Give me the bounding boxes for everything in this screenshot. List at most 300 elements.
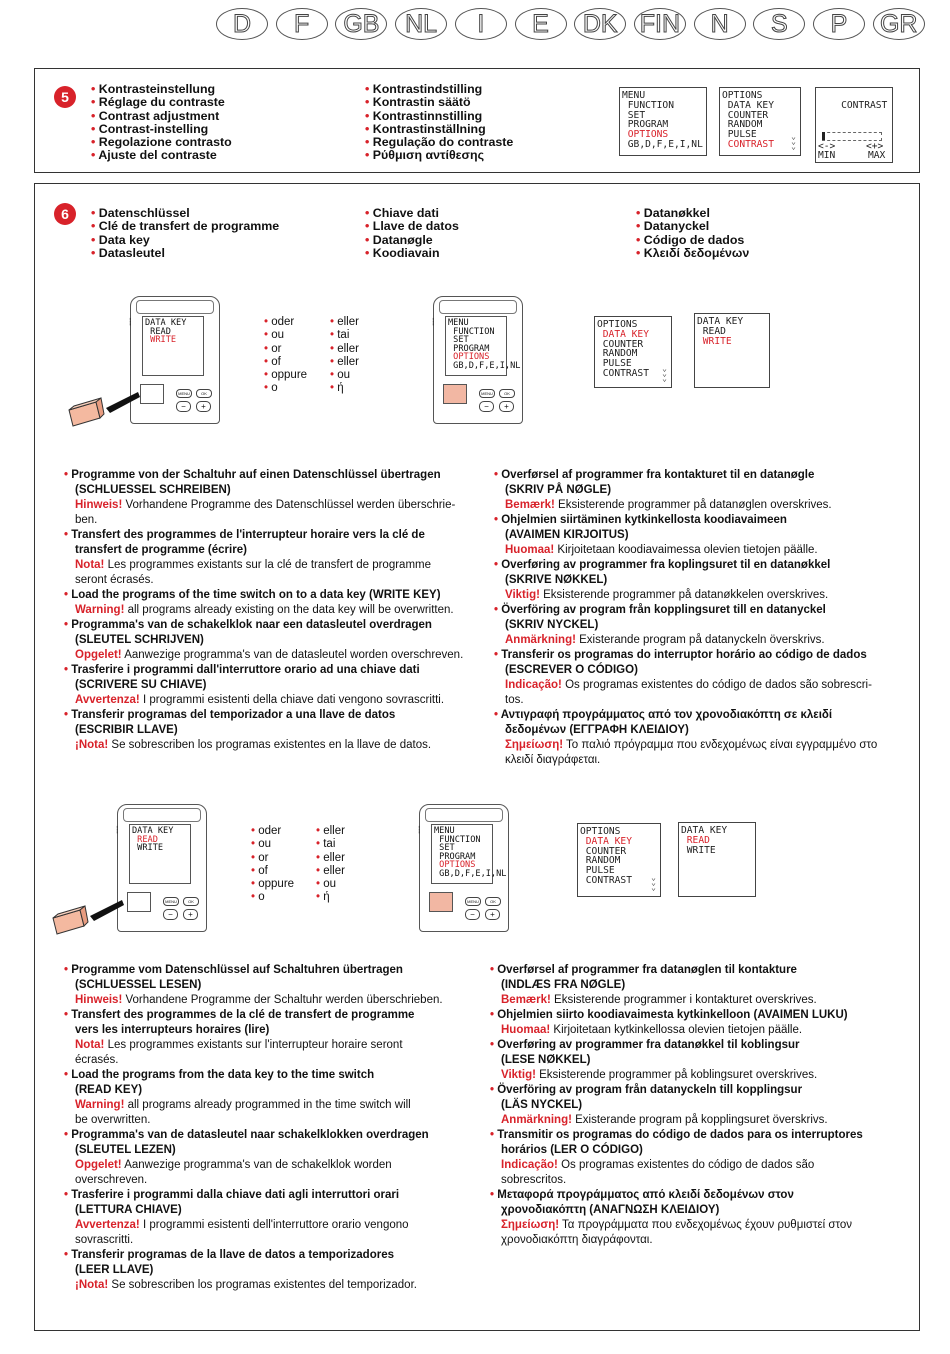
contrast-max: MAX xyxy=(868,150,886,161)
warning-text: Eksisterende programmer på datanøkkelen overskrives. xyxy=(539,589,829,601)
list-item: • Chiave dati xyxy=(365,207,459,220)
screen-line: OPTIONS xyxy=(597,319,638,330)
instruction-heading: • Programme vom Datenschlüssel auf Schaltuhren übertragen xyxy=(64,963,490,978)
screen-line: READ xyxy=(702,325,726,337)
instruction-note xyxy=(490,1113,918,1128)
ok-button[interactable]: OK xyxy=(485,897,501,906)
list-item: • Κλειδί δεδομένων xyxy=(636,247,749,260)
list-item: • Kontrastindstilling xyxy=(365,83,513,96)
screen-line: CONTRAST xyxy=(727,138,774,150)
instruction-note xyxy=(64,1278,490,1293)
language-fin[interactable]: FIN xyxy=(634,8,686,40)
instruction-note xyxy=(64,648,494,663)
warning-text: Kirjoitetaan kytkinkellossa olevien tietojen päälle. xyxy=(550,1024,803,1036)
list-item: • Contrast-instelling xyxy=(91,123,232,136)
warning-text: Les programmes existants sur la clé de transfert de programme xyxy=(104,559,432,571)
warning-text: Aanwezige programma's van de schakelklok worden xyxy=(121,1159,392,1171)
instruction-note-cont: ben. xyxy=(75,514,98,526)
instruction-heading-cont: (SCHLUESSEL SCHREIBEN) xyxy=(75,484,231,496)
warning-label: Avvertenza! xyxy=(75,694,140,706)
scroll-arrows-icon: ⌄ ⌄ ⌄ xyxy=(791,132,796,151)
instruction-heading: • Programma's van de datasleutel naar schakelklokken overdragen xyxy=(64,1128,490,1143)
instruction-note xyxy=(64,1098,490,1113)
warning-label: Σημείωση! xyxy=(505,739,564,751)
list-item: • Datanøkkel xyxy=(636,207,749,220)
list-item: • Kontrastin säätö xyxy=(365,96,513,109)
or-item: • or xyxy=(264,343,307,356)
display-line: PROGRAM xyxy=(453,343,490,354)
warning-text: Kirjoitetaan koodiavaimessa olevien tietojen päälle. xyxy=(554,544,818,556)
step-number: 6 xyxy=(54,203,76,225)
display-line: MENU xyxy=(448,318,469,328)
instruction-heading: • Transfert des programmes de la clé de transfert de programme xyxy=(64,1008,490,1023)
warning-text: Vorhandene Programme des Datenschlüssel werden überschrie- xyxy=(122,499,456,511)
warning-text: Eksisterende programmer på datanøglen overskrives. xyxy=(554,499,832,511)
instruction-heading-cont: horários (LER O CÓDIGO) xyxy=(501,1144,643,1156)
instruction-heading: • Overførsel af programmer fra datanøglen til kontakture xyxy=(490,963,918,978)
or-item: • tai xyxy=(316,838,345,851)
or-item: • of xyxy=(264,356,307,369)
screen-options-read xyxy=(577,823,661,897)
instruction-heading: • Overføring av programmer fra koplingsuret til en datanøkkel xyxy=(494,558,918,573)
instruction-note xyxy=(64,1158,490,1173)
menu-button[interactable]: MENU xyxy=(465,897,481,906)
screen-line: GB,D,F,E,I,NL xyxy=(627,138,703,150)
display-line: WRITE xyxy=(137,843,164,853)
screen-datakey-write xyxy=(694,313,770,388)
or-item: • o xyxy=(264,382,307,395)
or-item: • eller xyxy=(316,825,345,838)
instruction-heading: • Μεταφορά προγράμματος από κλειδί δεδομένων στον xyxy=(490,1188,918,1203)
instruction-heading-cont: (SKRIV PÅ NØGLE) xyxy=(505,484,612,496)
read-instructions-right xyxy=(490,963,918,1248)
timeswitch-device-menu-write xyxy=(433,296,523,424)
screen-line: WRITE xyxy=(686,844,716,856)
screen-line: OPTIONS xyxy=(627,129,669,141)
language-gb[interactable]: GB xyxy=(335,8,387,40)
language-gr[interactable]: GR xyxy=(873,8,925,40)
instruction-heading-cont: transfert de programme (écrire) xyxy=(75,544,247,556)
language-e[interactable]: E xyxy=(515,8,567,40)
screen-line: COUNTER xyxy=(602,338,644,350)
instruction-note xyxy=(64,558,494,573)
warning-label: ¡Nota! xyxy=(75,739,109,751)
device-top-cover xyxy=(425,808,503,822)
instruction-heading: • Overførsel af programmer fra kontakturet til en datanøgle xyxy=(494,468,918,483)
warning-text: all programs already programmed in the time switch will xyxy=(124,1099,411,1111)
screen-line: WRITE xyxy=(702,335,732,347)
contrast-max-sign: <+> xyxy=(866,141,884,152)
warning-label: Anmärkning! xyxy=(505,634,576,646)
list-item: • Réglage du contraste xyxy=(91,96,232,109)
menu-button[interactable]: MENU xyxy=(176,389,192,398)
instruction-note xyxy=(64,1218,490,1233)
instruction-heading: • Ohjelmien siirto koodiavaimesta kytkinkelloon (AVAIMEN LUKU) xyxy=(490,1008,918,1023)
instruction-heading: • Transmitir os programas do código de dados para os interruptores xyxy=(490,1128,918,1143)
instruction-heading: • Load the programs from the data key to the time switch xyxy=(64,1068,490,1083)
key-slot xyxy=(127,892,151,912)
warning-label: Nota! xyxy=(75,559,105,571)
display-line: SET xyxy=(439,843,455,853)
device-top-cover xyxy=(136,300,214,314)
instruction-heading-cont: (SCRIVERE SU CHIAVE) xyxy=(75,679,207,691)
or-item: • ou xyxy=(264,329,307,342)
contrast-titles-col2 xyxy=(365,83,513,163)
instruction-note-cont: χρονοδιακόπτη διαγράφονται. xyxy=(501,1234,653,1246)
data-key-icon xyxy=(50,896,126,953)
warning-label: Warning! xyxy=(75,604,125,616)
device-display xyxy=(445,316,521,376)
or-item: • ou xyxy=(330,369,359,382)
instruction-note xyxy=(490,993,918,1008)
plus-button[interactable]: + xyxy=(485,909,500,920)
display-line: FUNCTION xyxy=(453,326,495,337)
section-contrast xyxy=(34,68,920,173)
list-item: • Clé de transfert de programme xyxy=(91,220,279,233)
screen-line: OPTIONS xyxy=(722,90,763,101)
warning-label: Warning! xyxy=(75,1099,125,1111)
timeswitch-device-read xyxy=(117,804,207,932)
screen-line: READ xyxy=(686,834,710,846)
contrast-titles-col1 xyxy=(91,83,232,163)
display-line: DATA KEY xyxy=(132,826,174,836)
instruction-note xyxy=(64,993,490,1008)
warning-text: Το παλιό πρόγραμμα που ενδεχομένως είναι εγγραμμένο στο xyxy=(563,739,878,751)
language-nl[interactable]: NL xyxy=(395,8,447,40)
instruction-note xyxy=(494,678,918,693)
datakey-titles-col3 xyxy=(636,207,749,260)
display-line: DATA KEY xyxy=(145,318,187,328)
screen-line: SET xyxy=(627,109,646,121)
list-item: • Código de dados xyxy=(636,234,749,247)
warning-text: Existerande program på kopplingsuret överskrivs. xyxy=(571,1114,828,1126)
display-line: FUNCTION xyxy=(439,834,481,845)
screen-line: RANDOM xyxy=(585,855,621,867)
device-side-marker: ┆ xyxy=(128,319,133,326)
instruction-note xyxy=(490,1158,918,1173)
display-line: SET xyxy=(453,335,469,345)
device-display xyxy=(142,316,204,376)
warning-text: Vorhandene Programme der Schaltuhr werden überschrieben. xyxy=(122,994,443,1006)
display-line: PROGRAM xyxy=(439,851,476,862)
instruction-note xyxy=(494,588,918,603)
or-list-b-write xyxy=(330,316,359,396)
instruction-heading: • Transferir programas de la llave de datos a temporizadores xyxy=(64,1248,490,1263)
instruction-note xyxy=(490,1023,918,1038)
warning-text: Existerande program på datanyckeln överskrivs. xyxy=(575,634,825,646)
warning-text: Τα προγράμματα που ενδεχομένως έχουν ρυθμιστεί στον xyxy=(559,1219,853,1231)
list-item: • Ajuste del contraste xyxy=(91,149,232,162)
contrast-title: CONTRAST xyxy=(841,99,888,111)
instruction-note xyxy=(64,1038,490,1053)
plus-button[interactable]: + xyxy=(196,401,211,412)
warning-label: Hinweis! xyxy=(75,994,123,1006)
display-line: GB,D,F,E,I,NL xyxy=(453,360,521,371)
instruction-note xyxy=(64,498,494,513)
plus-button[interactable]: + xyxy=(183,909,198,920)
instruction-heading-cont: (SKRIVE NØKKEL) xyxy=(505,574,608,586)
screen-line: DATA KEY xyxy=(697,316,744,327)
screen-line: CONTRAST xyxy=(585,874,632,886)
minus-button[interactable]: − xyxy=(163,909,178,920)
warning-label: ¡Nota! xyxy=(75,1279,109,1291)
warning-text: Aanwezige programma's van de datasleutel worden overschreven. xyxy=(121,649,464,661)
or-item: • eller xyxy=(330,356,359,369)
device-side-marker: ┆ xyxy=(431,319,436,326)
minus-button[interactable]: − xyxy=(176,401,191,412)
instruction-heading: • Transferir programas del temporizador a una llave de datos xyxy=(64,708,494,723)
scroll-arrows-icon: ⌄ ⌄ ⌄ xyxy=(662,364,667,383)
display-line: READ xyxy=(137,834,158,845)
language-n[interactable]: N xyxy=(694,8,746,40)
instruction-note xyxy=(490,1068,918,1083)
ok-button[interactable]: OK xyxy=(499,389,515,398)
list-item: • Contrast adjustment xyxy=(91,110,232,123)
screen-line: DATA KEY xyxy=(681,825,728,836)
or-item: • eller xyxy=(330,343,359,356)
warning-label: Viktig! xyxy=(505,589,540,601)
warning-text: Os programas existentes do código de dados são xyxy=(557,1159,815,1171)
warning-label: Anmärkning! xyxy=(501,1114,572,1126)
or-item: • of xyxy=(251,865,294,878)
or-item: • oder xyxy=(251,825,294,838)
display-line: GB,D,F,E,I,NL xyxy=(439,868,507,879)
language-dk[interactable]: DK xyxy=(574,8,626,40)
instruction-heading-cont: (SCHLUESSEL LESEN) xyxy=(75,979,202,991)
display-line: READ xyxy=(150,326,171,337)
warning-label: Opgelet! xyxy=(75,1159,122,1171)
contrast-min: MIN xyxy=(818,150,836,161)
language-s[interactable]: S xyxy=(753,8,805,40)
warning-label: Huomaa! xyxy=(501,1024,551,1036)
write-instructions-right xyxy=(494,468,918,768)
language-d[interactable]: D xyxy=(216,8,268,40)
warning-label: Nota! xyxy=(75,1039,105,1051)
list-item: • Kontrastinställning xyxy=(365,123,513,136)
datakey-titles-col2 xyxy=(365,207,459,260)
or-item: • oppure xyxy=(251,878,294,891)
screen-line: DATA KEY xyxy=(602,328,649,340)
or-item: • eller xyxy=(316,865,345,878)
instruction-heading-cont: (AVAIMEN KIRJOITUS) xyxy=(505,529,629,541)
instruction-heading: • Transfert des programmes de l'interrupteur horaire vers la clé de xyxy=(64,528,494,543)
list-item: • Kontrasteinstellung xyxy=(91,83,232,96)
instruction-note-cont: κλειδί διαγράφεται. xyxy=(505,754,601,766)
screen-line: MENU xyxy=(622,90,646,101)
scroll-arrows-icon: ⌄ ⌄ ⌄ xyxy=(651,873,656,892)
list-item: • Datenschlüssel xyxy=(91,207,279,220)
screen-line: PULSE xyxy=(727,129,757,141)
or-item: • ή xyxy=(330,382,359,395)
minus-button[interactable]: − xyxy=(465,909,480,920)
instruction-heading-cont: (SLEUTEL SCHRIJVEN) xyxy=(75,634,204,646)
list-item: • Ρύθμιση αντίθεσης xyxy=(365,149,513,162)
screen-menu xyxy=(619,87,707,156)
instruction-note xyxy=(494,633,918,648)
instruction-heading-cont: vers les interrupteurs horaires (lire) xyxy=(75,1024,270,1036)
plus-button[interactable]: + xyxy=(499,401,514,412)
device-display xyxy=(129,824,191,884)
contrast-min-sign: <-> xyxy=(818,141,836,152)
screen-contrast xyxy=(815,87,893,163)
warning-text: I programmi esistenti dell'interruttore orario vengono xyxy=(139,1219,409,1231)
list-item: • Data key xyxy=(91,234,279,247)
data-key-icon xyxy=(66,388,142,445)
screen-line: DATA KEY xyxy=(585,835,632,847)
instruction-heading: • Överföring av program från datanyckeln till kopplingsur xyxy=(490,1083,918,1098)
device-top-cover xyxy=(123,808,201,822)
instruction-note xyxy=(64,693,494,708)
language-i[interactable]: I xyxy=(455,8,507,40)
instruction-heading: • Trasferire i programmi dall'interruttore orario ad una chiave dati xyxy=(64,663,494,678)
instruction-heading-cont: (LEER LLAVE) xyxy=(75,1264,154,1276)
instruction-heading: • Overføring av programmer fra datanøkkel til koblingsur xyxy=(490,1038,918,1053)
instruction-heading: • Trasferire i programmi dalla chiave dati agli interruttori orari xyxy=(64,1188,490,1203)
language-p[interactable]: P xyxy=(813,8,865,40)
instruction-note xyxy=(494,498,918,513)
list-item: • Datasleutel xyxy=(91,247,279,260)
or-item: • oder xyxy=(264,316,307,329)
instruction-heading-cont: (READ KEY) xyxy=(75,1084,143,1096)
device-display xyxy=(431,824,507,884)
or-item: • ou xyxy=(251,838,294,851)
or-item: • tai xyxy=(330,329,359,342)
instruction-note xyxy=(490,1218,918,1233)
instruction-heading-cont: (SLEUTEL LEZEN) xyxy=(75,1144,176,1156)
warning-text: Os programas existentes do código de dados são sobrescri- xyxy=(561,679,872,691)
warning-label: Bemærk! xyxy=(505,499,555,511)
screen-line: RANDOM xyxy=(727,119,763,131)
instruction-heading: • Αντιγραφή προγράμματος από τον χρονοδιακόπτη σε κλειδί xyxy=(494,708,918,723)
screen-line: PULSE xyxy=(585,865,615,877)
or-item: • ή xyxy=(316,891,345,904)
warning-text: Se sobrescriben los programas existentes del temporizador. xyxy=(108,1279,417,1291)
minus-button[interactable]: − xyxy=(479,401,494,412)
screen-line: COUNTER xyxy=(727,109,769,121)
list-item: • Kontrastinnstilling xyxy=(365,110,513,123)
timeswitch-device-write xyxy=(130,296,220,424)
menu-button[interactable]: MENU xyxy=(163,897,179,906)
instruction-heading: • Ohjelmien siirtäminen kytkinkellosta koodiavaimeen xyxy=(494,513,918,528)
instruction-heading: • Load the programs of the time switch on to a data key (WRITE KEY) xyxy=(64,588,494,603)
warning-text: Eksisterende programmer på koblingsuret overskrives. xyxy=(535,1069,818,1081)
warning-label: Viktig! xyxy=(501,1069,536,1081)
or-item: • eller xyxy=(316,852,345,865)
screen-line: FUNCTION xyxy=(627,99,674,111)
or-item: • ou xyxy=(316,878,345,891)
or-list-b-read xyxy=(316,825,345,905)
warning-text: I programmi esistenti della chiave dati vengono sovrascritti. xyxy=(139,694,445,706)
screen-line: PROGRAM xyxy=(627,119,669,131)
instruction-heading-cont: (LETTURA CHIAVE) xyxy=(75,1204,182,1216)
menu-button[interactable]: MENU xyxy=(479,389,495,398)
list-item: • Llave de datos xyxy=(365,220,459,233)
warning-label: Bemærk! xyxy=(501,994,551,1006)
instruction-note xyxy=(494,738,918,753)
list-item: • Koodiavain xyxy=(365,247,459,260)
instruction-note xyxy=(494,543,918,558)
screen-line: RANDOM xyxy=(602,348,638,360)
screen-line: CONTRAST xyxy=(602,367,649,379)
language-selector-row xyxy=(216,8,926,38)
warning-text: all programs already existing on the data key will be overwritten. xyxy=(124,604,454,616)
device-side-marker: ┆ xyxy=(115,827,120,834)
instruction-note-cont: sobrescritos. xyxy=(501,1174,567,1186)
instruction-note xyxy=(64,603,494,618)
instruction-heading-cont: (LESE NØKKEL) xyxy=(501,1054,591,1066)
screen-line: COUNTER xyxy=(585,845,627,857)
instruction-heading-cont: (LÄS NYCKEL) xyxy=(501,1099,583,1111)
display-line: WRITE xyxy=(150,335,177,345)
screen-line: PULSE xyxy=(602,358,632,370)
or-item: • o xyxy=(251,891,294,904)
warning-text: Se sobrescriben los programas existentes en la llave de datos. xyxy=(108,739,432,751)
instruction-heading: • Programma's van de schakelklok naar een datasleutel overdragen xyxy=(64,618,494,633)
screen-line: DATA KEY xyxy=(727,99,774,111)
instruction-heading: • Programme von der Schaltuhr auf einen Datenschlüssel übertragen xyxy=(64,468,494,483)
warning-label: Indicação! xyxy=(501,1159,558,1171)
display-line: OPTIONS xyxy=(453,352,490,362)
contrast-bar xyxy=(822,132,882,141)
instruction-heading: • Transferir os programas do interruptor horário ao código de dados xyxy=(494,648,918,663)
instruction-note-cont: be overwritten. xyxy=(75,1114,151,1126)
write-instructions-left xyxy=(64,468,494,753)
warning-label: Indicação! xyxy=(505,679,562,691)
instruction-heading-cont: (ESCRIBIR LLAVE) xyxy=(75,724,178,736)
instruction-note-cont: sovrascritti. xyxy=(75,1234,134,1246)
ok-button[interactable]: OK xyxy=(196,389,212,398)
screen-line: OPTIONS xyxy=(580,826,621,837)
step-number: 5 xyxy=(54,86,76,108)
language-f[interactable]: F xyxy=(276,8,328,40)
or-item: • or xyxy=(251,852,294,865)
instruction-heading-cont: δεδομένων (ΕΓΓΡΑΦΗ ΚΛΕΙΔΙΟΥ) xyxy=(505,724,689,736)
key-slot xyxy=(443,384,467,404)
instruction-note-cont: tos. xyxy=(505,694,524,706)
instruction-heading-cont: χρονοδιακόπτη (ΑΝΑΓΝΩΣΗ ΚΛΕΙΔΙΟΥ) xyxy=(501,1204,720,1216)
warning-label: Huomaa! xyxy=(505,544,555,556)
list-item: • Regolazione contrasto xyxy=(91,136,232,149)
screen-options xyxy=(719,87,801,156)
read-instructions-left xyxy=(64,963,490,1293)
key-slot xyxy=(140,384,164,404)
device-side-marker: ┆ xyxy=(417,827,422,834)
list-item: • Datanøgle xyxy=(365,234,459,247)
contrast-level xyxy=(822,132,825,140)
warning-label: Opgelet! xyxy=(75,649,122,661)
instruction-heading: • Överföring av program från kopplingsuret till en datanyckel xyxy=(494,603,918,618)
instruction-heading-cont: (SKRIV NYCKEL) xyxy=(505,619,599,631)
instruction-note-cont: seront écrasés. xyxy=(75,574,154,586)
display-line: MENU xyxy=(434,826,455,836)
or-item: • oppure xyxy=(264,369,307,382)
ok-button[interactable]: OK xyxy=(183,897,199,906)
list-item: • Datanyckel xyxy=(636,220,749,233)
warning-label: Σημείωση! xyxy=(501,1219,560,1231)
instruction-note-cont: overschreven. xyxy=(75,1174,148,1186)
instruction-note xyxy=(64,738,494,753)
datakey-titles-col1 xyxy=(91,207,279,260)
timeswitch-device-menu-read xyxy=(419,804,509,932)
instruction-note-cont: écrasés. xyxy=(75,1054,119,1066)
display-line: OPTIONS xyxy=(439,860,476,870)
instruction-heading-cont: (INDLÆS FRA NØGLE) xyxy=(501,979,626,991)
screen-options-write xyxy=(594,316,672,388)
screen-datakey-read xyxy=(678,822,756,897)
warning-text: Les programmes existants sur l'interrupteur horaire seront xyxy=(104,1039,403,1051)
device-top-cover xyxy=(439,300,517,314)
key-slot xyxy=(429,892,453,912)
